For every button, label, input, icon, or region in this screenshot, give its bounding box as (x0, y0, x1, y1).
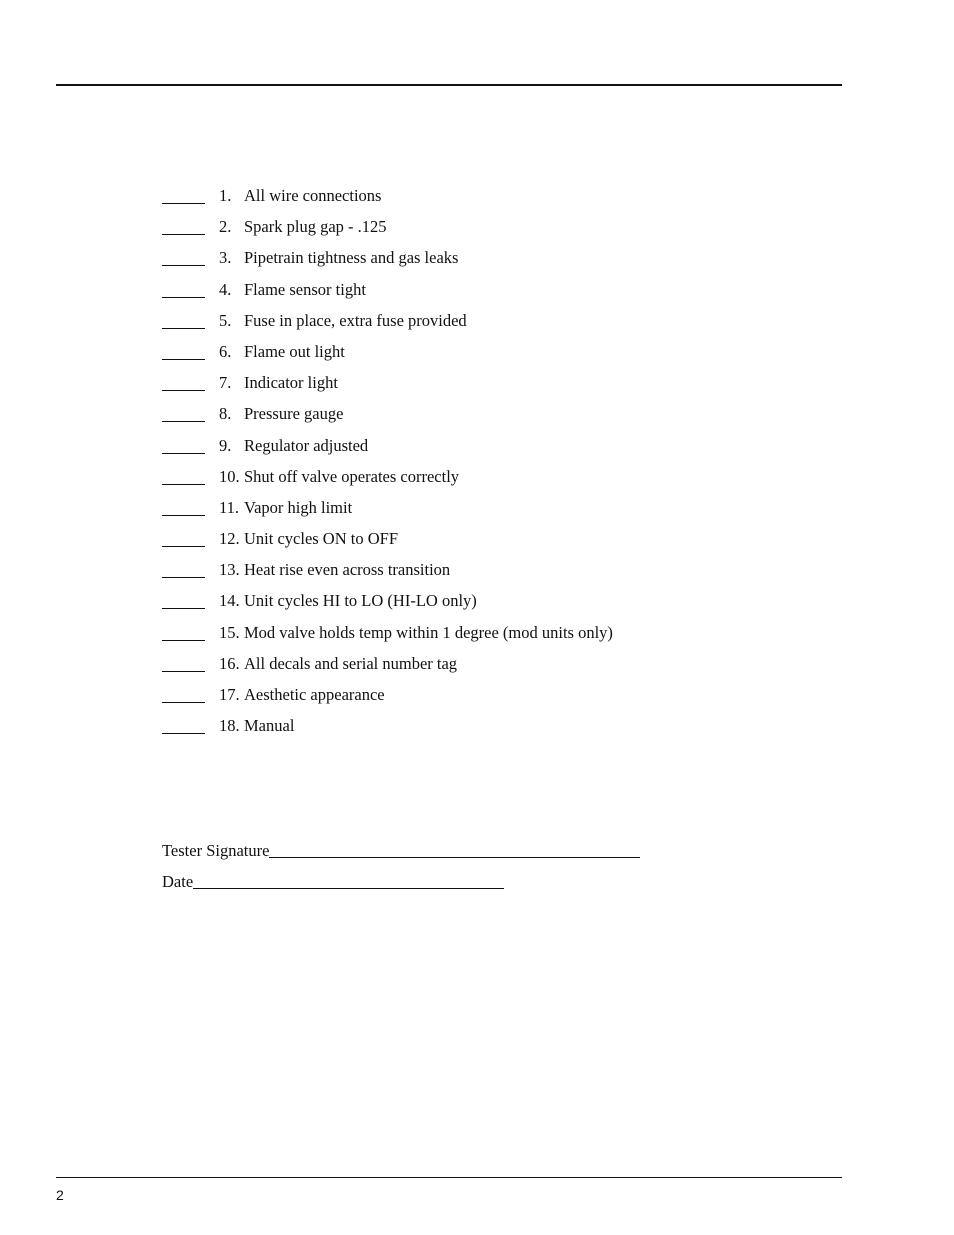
check-blank[interactable] (162, 434, 205, 454)
page-number: 2 (56, 1187, 64, 1203)
item-text: Vapor high limit (244, 497, 353, 517)
item-number: 5. (219, 310, 232, 330)
check-blank[interactable] (162, 215, 205, 235)
check-blank[interactable] (162, 714, 205, 734)
tester-signature-row (162, 839, 640, 862)
footer-rule (56, 1177, 842, 1178)
item-number: 1. (219, 186, 232, 205)
item-number: 3. (219, 248, 232, 268)
check-blank[interactable] (162, 652, 205, 672)
item-text: Spark plug gap - .125 (244, 217, 387, 237)
item-text: Unit cycles ON to OFF (244, 529, 398, 549)
check-blank[interactable] (162, 309, 205, 329)
check-blank[interactable] (162, 621, 205, 641)
check-blank[interactable] (162, 371, 205, 391)
item-number: 8. (219, 404, 232, 424)
item-text: Flame out light (244, 341, 345, 361)
item-text: Manual (244, 716, 295, 736)
item-number: 11. (219, 497, 240, 517)
item-text: Shut off valve operates correctly (244, 466, 460, 486)
check-blank[interactable] (162, 278, 205, 298)
check-blank[interactable] (162, 184, 205, 204)
item-text: Pressure gauge (244, 404, 344, 424)
item-number: 18. (219, 716, 240, 736)
item-text: Fuse in place, extra fuse provided (244, 310, 467, 330)
item-number: 15. (219, 622, 240, 642)
item-text: Regulator adjusted (244, 435, 369, 455)
item-number: 6. (219, 341, 232, 361)
item-number: 16. (219, 653, 240, 673)
item-text: Flame sensor tight (244, 279, 366, 299)
item-number: 7. (219, 373, 232, 393)
date-line[interactable] (193, 870, 504, 889)
item-number: 9. (219, 435, 232, 455)
item-text: Indicator light (244, 373, 338, 393)
check-blank[interactable] (162, 402, 205, 422)
check-blank[interactable] (162, 340, 205, 360)
item-number: 10. (219, 466, 240, 486)
item-number: 4. (219, 279, 232, 299)
check-blank[interactable] (162, 496, 205, 516)
item-number: 17. (219, 685, 240, 704)
item-text: Aesthetic appearance (244, 685, 385, 704)
item-text: All decals and serial number tag (244, 653, 458, 673)
check-blank[interactable] (162, 527, 205, 547)
tester-signature-label: Tester Signature (162, 841, 270, 860)
item-text: Unit cycles HI to LO (HI-LO only) (244, 591, 477, 611)
date-row (162, 870, 504, 893)
check-blank[interactable] (162, 465, 205, 485)
check-blank[interactable] (162, 683, 205, 703)
item-text: Heat rise even across transition (244, 560, 451, 580)
item-number: 13. (219, 560, 240, 580)
item-number: 2. (219, 217, 232, 237)
item-text: All wire connections (244, 186, 382, 205)
tester-signature-line[interactable] (269, 839, 640, 858)
date-label: Date (162, 872, 194, 891)
item-number: 14. (219, 591, 240, 611)
item-number: 12. (219, 529, 240, 549)
item-text: Pipetrain tightness and gas leaks (244, 248, 459, 268)
item-text: Mod valve holds temp within 1 degree (mod units only) (244, 622, 613, 642)
check-blank[interactable] (162, 558, 205, 578)
check-blank[interactable] (162, 246, 205, 266)
check-blank[interactable] (162, 589, 205, 609)
header-rule (56, 84, 842, 86)
